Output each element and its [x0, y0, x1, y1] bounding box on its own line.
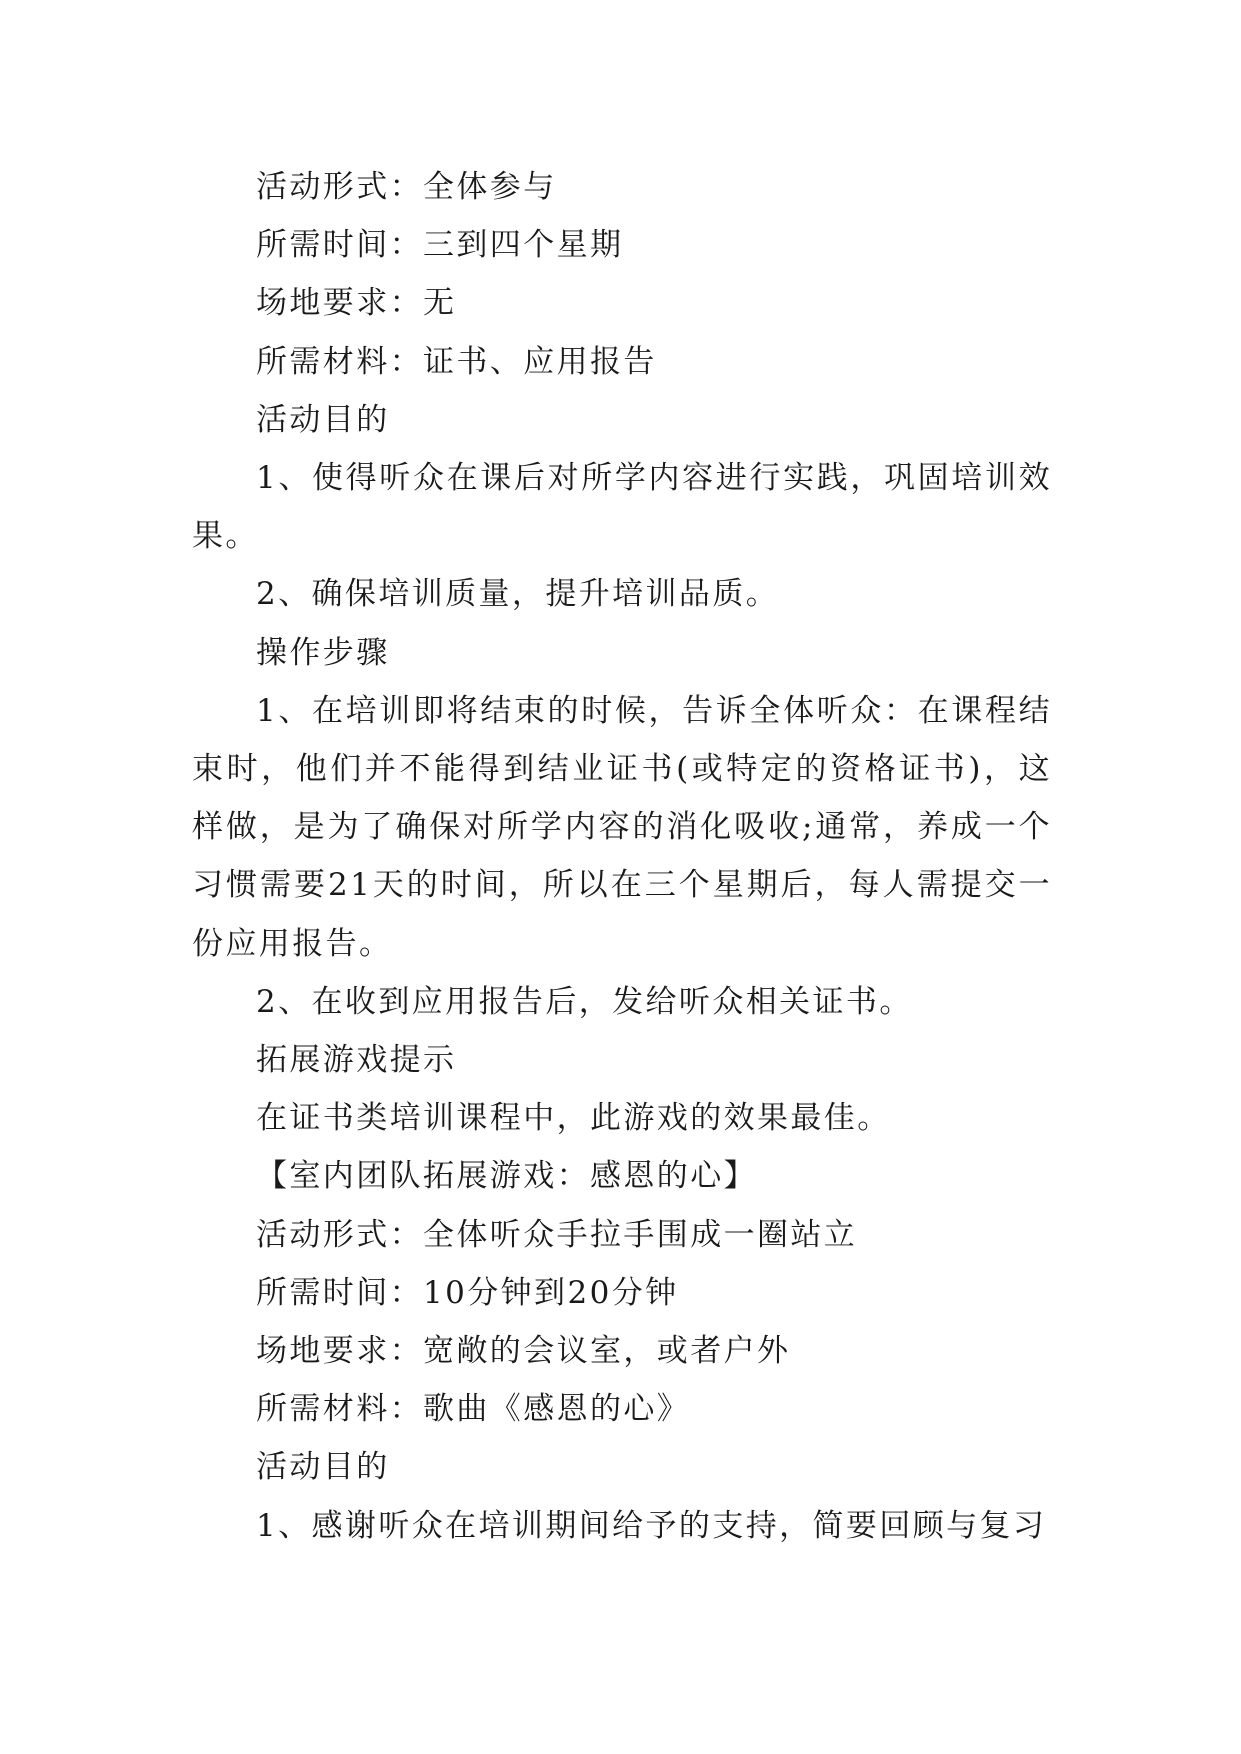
field-activity-form: 活动形式：全体参与	[256, 169, 557, 205]
section-heading-purpose: 活动目的	[256, 1449, 390, 1486]
purpose-item: 2、确保培训质量，提升培训品质。	[256, 576, 780, 613]
game-title: 【室内团队拓展游戏：感恩的心】	[256, 1158, 757, 1195]
field-required-materials: 所需材料：歌曲《感恩的心》	[256, 1391, 691, 1428]
section-heading-purpose: 活动目的	[256, 401, 390, 438]
document-body	[192, 158, 1052, 1555]
tip-text: 在证书类培训课程中，此游戏的效果最佳。	[256, 1100, 891, 1137]
field-required-time: 所需时间：三到四个星期	[256, 227, 624, 264]
section-heading-steps: 操作步骤	[256, 634, 390, 671]
section-heading-tips: 拓展游戏提示	[256, 1042, 457, 1079]
field-activity-form: 活动形式：全体听众手拉手围成一圈站立	[256, 1216, 858, 1253]
step-item: 2、在收到应用报告后，发给听众相关证书。	[256, 983, 913, 1020]
purpose-item: 1、使得听众在课后对所学内容进行实践，巩固培训效果。	[192, 460, 1052, 555]
step-item: 1、在培训即将结束的时候，告诉全体听众：在课程结束时，他们并不能得到结业证书(或特定的资格证书)，这样做，是为了确保对所学内容的消化吸收;通常，养成一个习惯需要21天的时间，所以在三个星期后，每人需提交一份应用报告。	[192, 692, 1052, 962]
field-venue-requirement: 场地要求：宽敞的会议室，或者户外	[256, 1333, 791, 1370]
field-venue-requirement: 场地要求：无	[256, 285, 457, 322]
field-required-time: 所需时间：10分钟到20分钟	[256, 1274, 679, 1311]
field-required-materials: 所需材料：证书、应用报告	[256, 343, 657, 380]
purpose-item: 1、感谢听众在培训期间给予的支持，简要回顾与复习	[256, 1507, 1047, 1544]
